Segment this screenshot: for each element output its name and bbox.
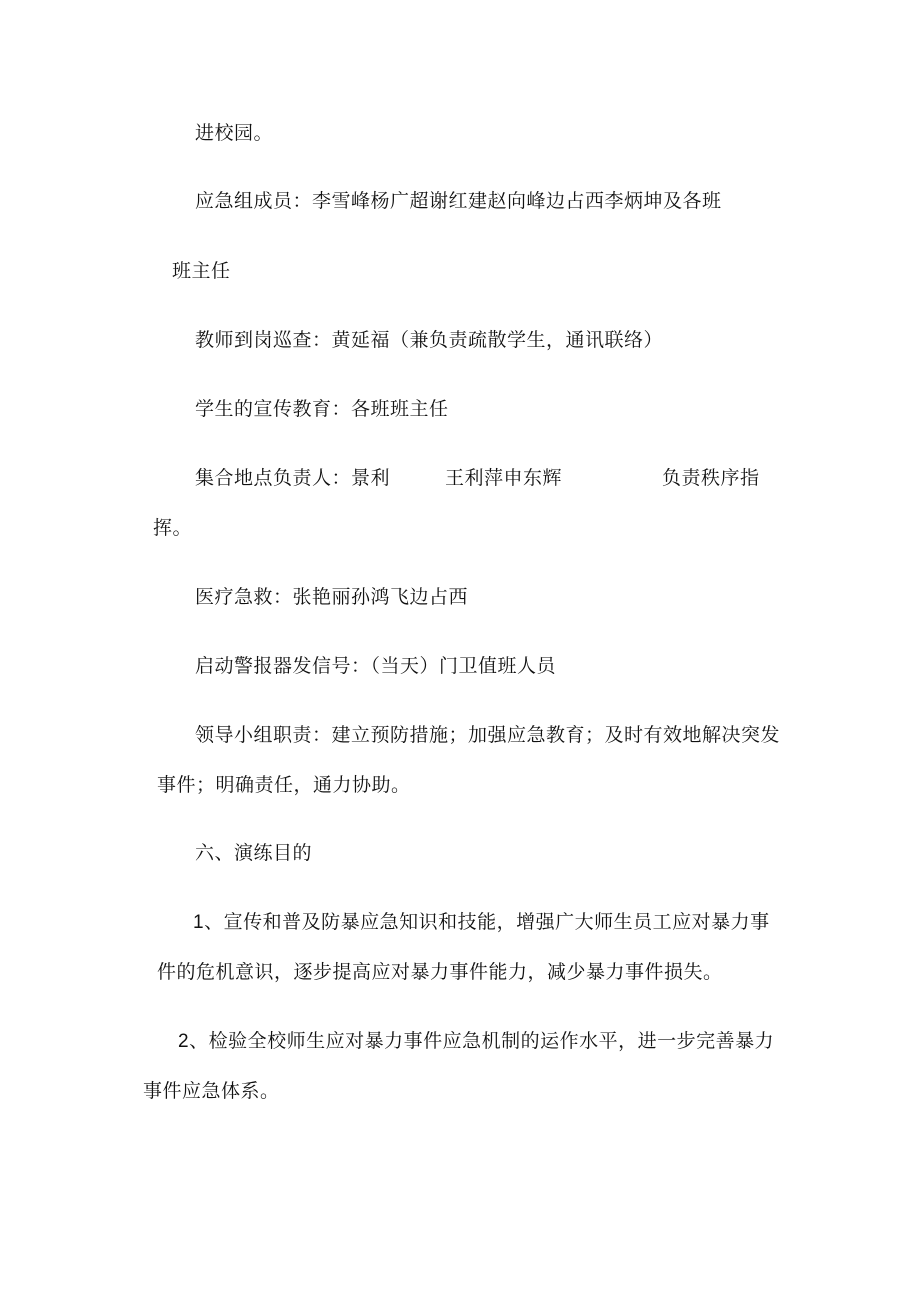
text-line-10: 领导小组职责：建立预防措施；加强应急教育；及时有效地解决突发 bbox=[195, 724, 781, 746]
text-line-5: 学生的宣传教育：各班班主任 bbox=[195, 398, 449, 420]
text-line-11: 事件；明确责任，通力协助。 bbox=[157, 774, 411, 796]
text-line-1: 进校园。 bbox=[195, 122, 274, 144]
text-line-6a: 集合地点负责人：景利 bbox=[195, 467, 391, 489]
text-line-6b: 王利萍申东辉 bbox=[445, 467, 563, 489]
text-line-2: 应急组成员：李雪峰杨广超谢红建赵向峰边占西李炳坤及各班 bbox=[195, 190, 722, 212]
text-line-13 bbox=[193, 910, 770, 935]
section-heading: 六、演练目的 bbox=[195, 842, 313, 864]
list-number: 1 bbox=[193, 912, 205, 933]
text-line-9: 启动警报器发信号：（当天）门卫值班人员 bbox=[195, 655, 557, 677]
text-line-7: 挥。 bbox=[153, 517, 193, 539]
text-line-8: 医疗急救：张艳丽孙鸿飞边占西 bbox=[195, 586, 469, 608]
text-line-15 bbox=[178, 1029, 774, 1054]
list-text: 、宣传和普及防暴应急知识和技能，增强广大师生员工应对暴力事 bbox=[204, 911, 770, 933]
list-number: 2 bbox=[178, 1031, 190, 1052]
text-line-16: 事件应急体系。 bbox=[143, 1080, 280, 1102]
text-line-3: 班主任 bbox=[172, 260, 231, 282]
text-line-4: 教师到岗巡查：黄延福（兼负责疏散学生，通讯联络） bbox=[195, 329, 664, 351]
list-text: 、检验全校师生应对暴力事件应急机制的运作水平，进一步完善暴力 bbox=[189, 1030, 775, 1052]
text-line-6c: 负责秩序指 bbox=[662, 467, 760, 489]
text-line-14: 件的危机意识，逐步提高应对暴力事件能力，减少暴力事件损失。 bbox=[157, 961, 723, 983]
